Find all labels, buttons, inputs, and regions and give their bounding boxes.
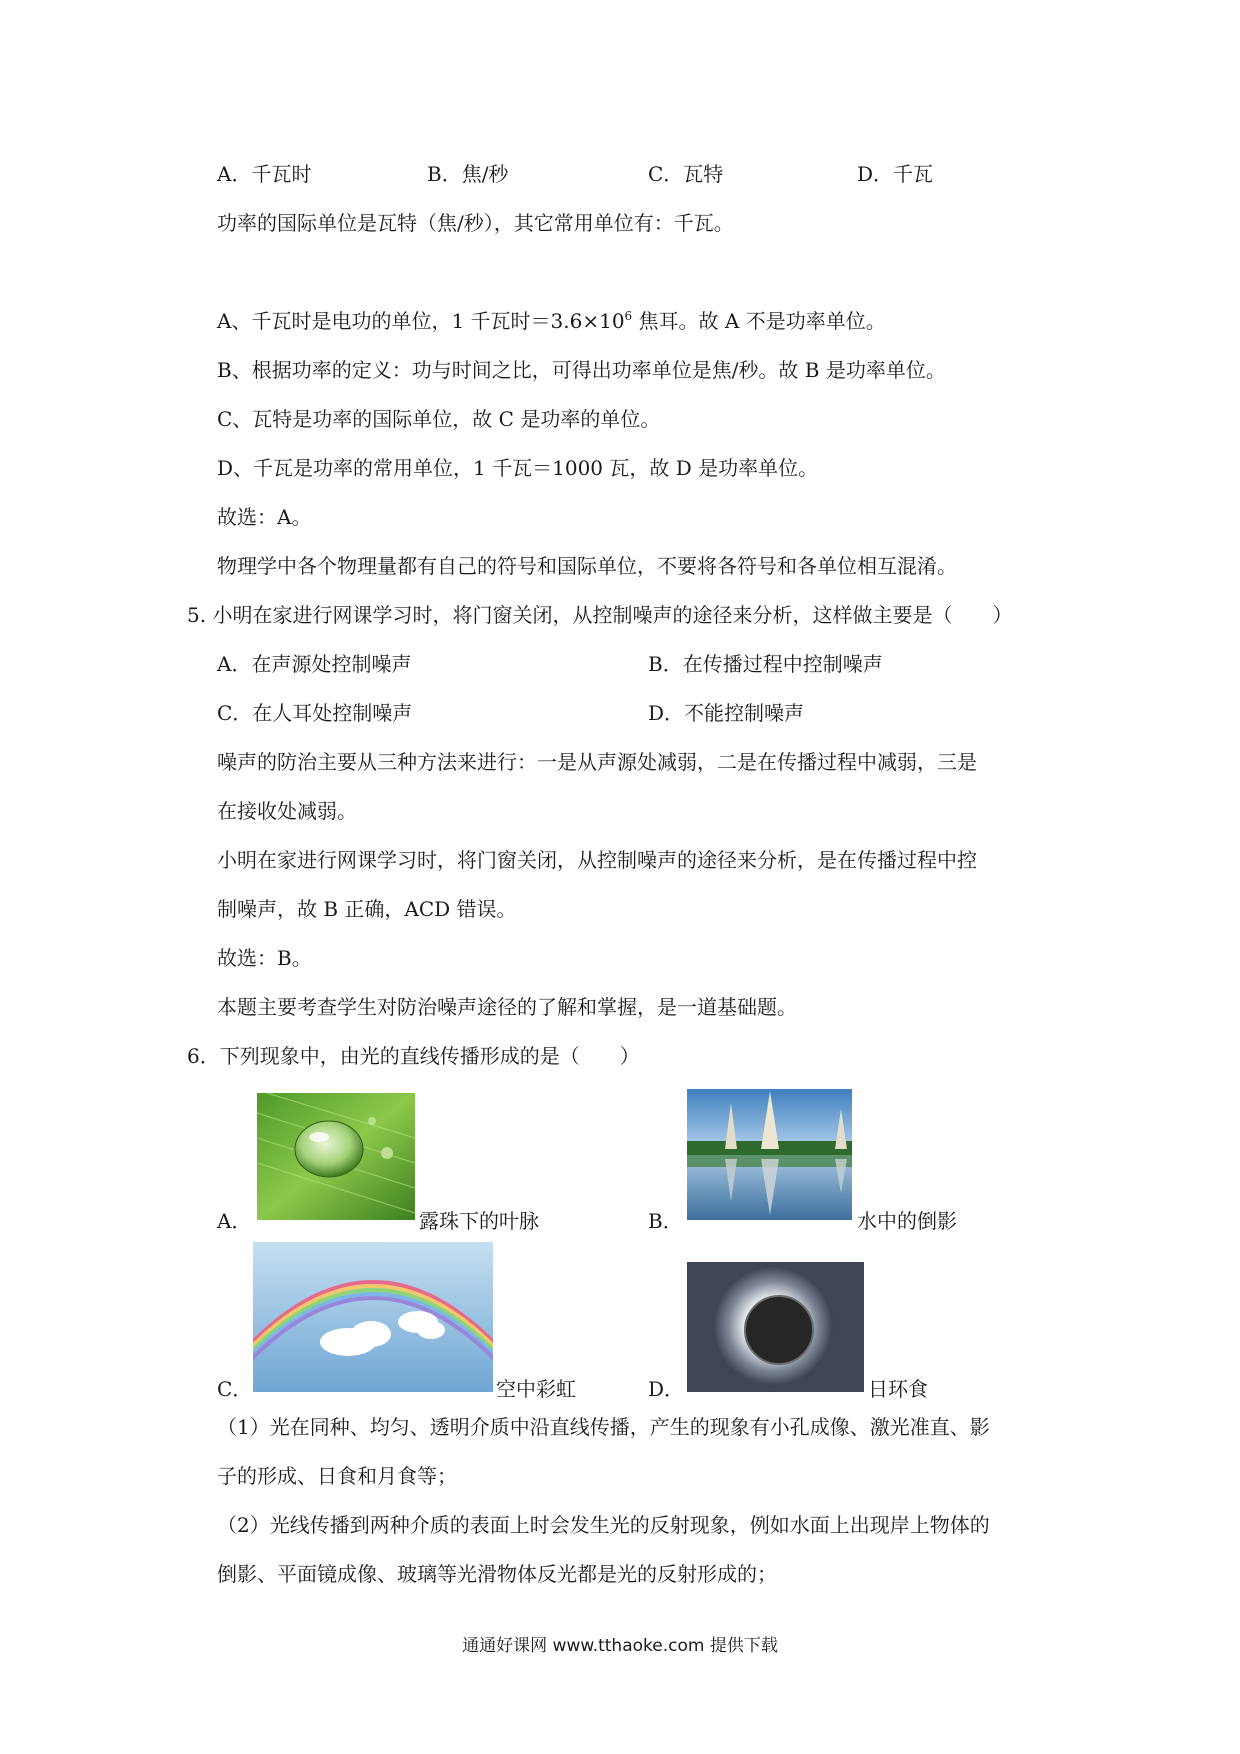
q6-option-a-letter: A． (217, 1209, 252, 1233)
q6-analysis1-line2: 子的形成、日食和月食等； (217, 1464, 457, 1488)
q6-option-d-letter: D． (648, 1377, 685, 1401)
q4-answer: 故选：A。 (217, 505, 312, 529)
q6-analysis2-line2: 倒影、平面镜成像、玻璃等光滑物体反光都是光的反射形成的； (217, 1562, 777, 1586)
pagoda-reflection-image (687, 1089, 852, 1220)
q5-option-c: C．在人耳处控制噪声 (217, 701, 413, 725)
dewdrop-leaf-image (257, 1093, 415, 1220)
q6-question: 6．下列现象中，由光的直线传播形成的是（ ） (187, 1044, 640, 1068)
q5-option-d: D．不能控制噪声 (648, 701, 805, 725)
q6-option-a-caption: 露珠下的叶脉 (419, 1209, 539, 1233)
q4-explanation-a: A、千瓦时是电功的单位，1 千瓦时$=3.6\times 10^6$ 焦耳。故 A 不是功率单位。 (217, 309, 886, 333)
q4-explanation-d: D、千瓦是功率的常用单位，1 千瓦＝1000 瓦，故 D 是功率单位。 (217, 456, 819, 480)
q5-option-b: B．在传播过程中控制噪声 (648, 652, 883, 676)
q4-option-d: D．千瓦 (857, 162, 934, 186)
annular-eclipse-image (687, 1262, 864, 1392)
q5-analysis-line1: 噪声的防治主要从三种方法来进行：一是从声源处减弱，二是在传播过程中减弱，三是 (217, 750, 977, 774)
q4-option-a: A．千瓦时 (217, 162, 312, 186)
q6-option-b-caption: 水中的倒影 (857, 1209, 957, 1233)
q5-explanation-line1: 小明在家进行网课学习时，将门窗关闭，从控制噪声的途径来分析，是在传播过程中控 (217, 848, 977, 872)
q5-question: 5. 小明在家进行网课学习时，将门窗关闭，从控制噪声的途径来分析，这样做主要是（ ） (187, 603, 1013, 627)
q5-answer: 故选：B。 (217, 946, 312, 970)
q4-option-b: B．焦/秒 (427, 162, 509, 186)
q5-option-a: A．在声源处控制噪声 (217, 652, 412, 676)
q5-analysis-line2: 在接收处减弱。 (217, 799, 357, 823)
q6-option-c-letter: C． (217, 1377, 253, 1401)
q6-analysis2-line1: （2）光线传播到两种介质的表面上时会发生光的反射现象，例如水面上出现岸上物体的 (217, 1513, 990, 1537)
q6-analysis1-line1: （1）光在同种、均匀、透明介质中沿直线传播，产生的现象有小孔成像、激光准直、影 (217, 1415, 990, 1439)
q6-option-c-caption: 空中彩虹 (496, 1377, 576, 1401)
q5-comment: 本题主要考查学生对防治噪声途径的了解和掌握，是一道基础题。 (217, 995, 797, 1019)
q6-option-d-caption: 日环食 (868, 1377, 928, 1401)
q4-option-c: C．瓦特 (648, 162, 724, 186)
q4-comment: 物理学中各个物理量都有自己的符号和国际单位，不要将各符号和各单位相互混淆。 (217, 554, 957, 578)
rainbow-image (253, 1242, 493, 1392)
q6-option-b-letter: B． (648, 1209, 683, 1233)
page-footer: 通通好课网 www.tthaoke.com 提供下载 (462, 1636, 778, 1656)
q4-explanation-c: C、瓦特是功率的国际单位，故 C 是功率的单位。 (217, 407, 661, 431)
q4-explanation-b: B、根据功率的定义：功与时间之比，可得出功率单位是焦/秒。故 B 是功率单位。 (217, 358, 946, 382)
q4-analysis: 功率的国际单位是瓦特（焦/秒），其它常用单位有：千瓦。 (217, 211, 734, 235)
q5-explanation-line2: 制噪声，故 B 正确，ACD 错误。 (217, 897, 517, 921)
